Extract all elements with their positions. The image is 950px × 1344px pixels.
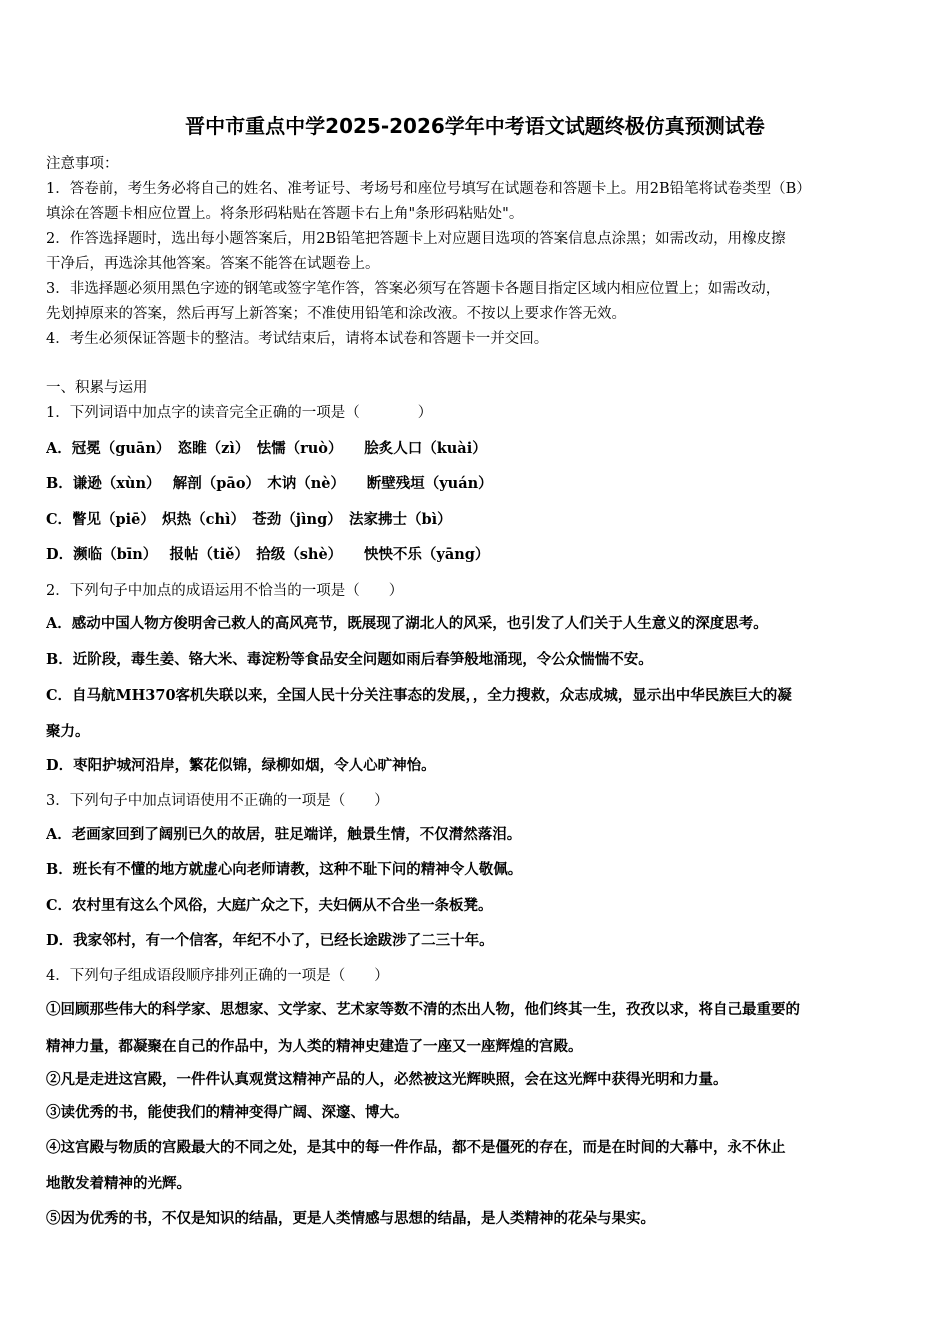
notice-line: 2．作答选择题时，选出每小题答案后，用2B铅笔把答题卡上对应题目选项的答案信息点涂黑；如需改动，用橡皮擦 [46,231,786,247]
question-2-option-c-cont: 聚力。 [46,723,90,740]
notice-line: 4．考生必须保证答题卡的整洁。考试结束后，请将本试卷和答题卡一并交回。 [46,331,549,347]
notice-line: 填涂在答题卡相应位置上。将条形码粘贴在答题卡右上角"条形码粘贴处"。 [46,206,524,222]
question-3-stem: 3．下列句子中加点词语使用不正确的一项是（ ） [46,793,389,809]
notice-line: 1．答卷前，考生务必将自己的姓名、准考证号、考场号和座位号填写在试题卷和答题卡上。用2B铅笔将试卷类型（B） [46,181,811,197]
question-3-option-d: D．我家邻村，有一个信客，年纪不小了，已经长途跋涉了二三十年。 [46,932,494,949]
question-3-option-c: C．农村里有这么个风俗，大庭广众之下，夫妇俩从不合坐一条板凳。 [46,897,493,914]
question-3-option-b: B．班长有不懂的地方就虚心向老师请教，这种不耻下问的精神令人敬佩。 [46,861,523,878]
question-2-option-d: D．枣阳护城河沿岸，繁花似锦，绿柳如烟，令人心旷神怡。 [46,757,436,774]
question-4-sentence: ①回顾那些伟大的科学家、思想家、文学家、艺术家等数不清的杰出人物，他们终其一生，孜孜以求，将自己最重要的 [46,1001,800,1018]
question-2-option-b: B．近阶段，毒生姜、铬大米、毒淀粉等食品安全问题如雨后春笋般地涌现，令公众惴惴不安。 [46,651,653,668]
notice-line: 3．非选择题必须用黑色字迹的钢笔或签字笔作答，答案必须写在答题卡各题目指定区域内相应位置上；如需改动， [46,281,781,297]
question-1-option-b: B．谦逊（xùn） 解剖（pāo） 木讷（nè） 断壁残垣（yuán） [46,475,493,492]
question-1-option-a: A．冠冕（guān） 恣睢（zì） 怯懦（ruò） 脍炙人口（kuài） [46,440,487,457]
notice-line: 干净后，再选涂其他答案。答案不能答在试题卷上。 [46,256,380,272]
question-2-option-c: C．自马航MH370客机失联以来，全国人民十分关注事态的发展，，全力搜救，众志成城，显示出中华民族巨大的凝 [46,687,792,704]
question-2-option-a: A．感动中国人物方俊明舍己救人的高风亮节，既展现了湖北人的风采，也引发了人们关于人生意义的深度思考。 [46,615,768,632]
question-1-stem: 1．下列词语中加点字的读音完全正确的一项是（ ） [46,405,433,421]
page-title: 晋中市重点中学2025-2026学年中考语文试题终极仿真预测试卷 [185,114,765,138]
question-1-option-c: C．瞥见（piē） 炽热（chì） 苍劲（jìng） 法家拂士（bì） [46,511,452,528]
question-2-stem: 2．下列句子中加点的成语运用不恰当的一项是（ ） [46,583,404,599]
question-4-stem: 4．下列句子组成语段顺序排列正确的一项是（ ） [46,968,389,984]
notice-line: 先划掉原来的答案，然后再写上新答案；不准使用铅笔和涂改液。不按以上要求作答无效。 [46,306,626,322]
notice-heading: 注意事项： [46,156,119,172]
question-4-sentence: ②凡是走进这宫殿，一件件认真观赏这精神产品的人，必然被这光辉映照，会在这光辉中获得光明和力量。 [46,1071,728,1088]
question-3-option-a: A．老画家回到了阔别已久的故居，驻足端详，触景生情，不仅潸然落泪。 [46,826,522,843]
question-4-sentence: 精神力量，都凝聚在自己的作品中，为人类的精神史建造了一座又一座辉煌的宫殿。 [46,1038,583,1055]
question-1-option-d: D．濒临（bīn） 报帖（tiě） 拾级（shè） 怏怏不乐（yāng） [46,546,490,563]
question-4-sentence: ⑤因为优秀的书，不仅是知识的结晶，更是人类情感与思想的结晶，是人类精神的花朵与果实。 [46,1210,655,1227]
section-heading: 一、积累与运用 [46,380,148,396]
question-4-sentence: 地散发着精神的光辉。 [46,1175,191,1192]
question-4-sentence: ④这宫殿与物质的宫殿最大的不同之处，是其中的每一件作品，都不是僵死的存在，而是在时间的大幕中，永不休止 [46,1139,786,1156]
question-4-sentence: ③读优秀的书，能使我们的精神变得广阔、深邃、博大。 [46,1104,409,1121]
